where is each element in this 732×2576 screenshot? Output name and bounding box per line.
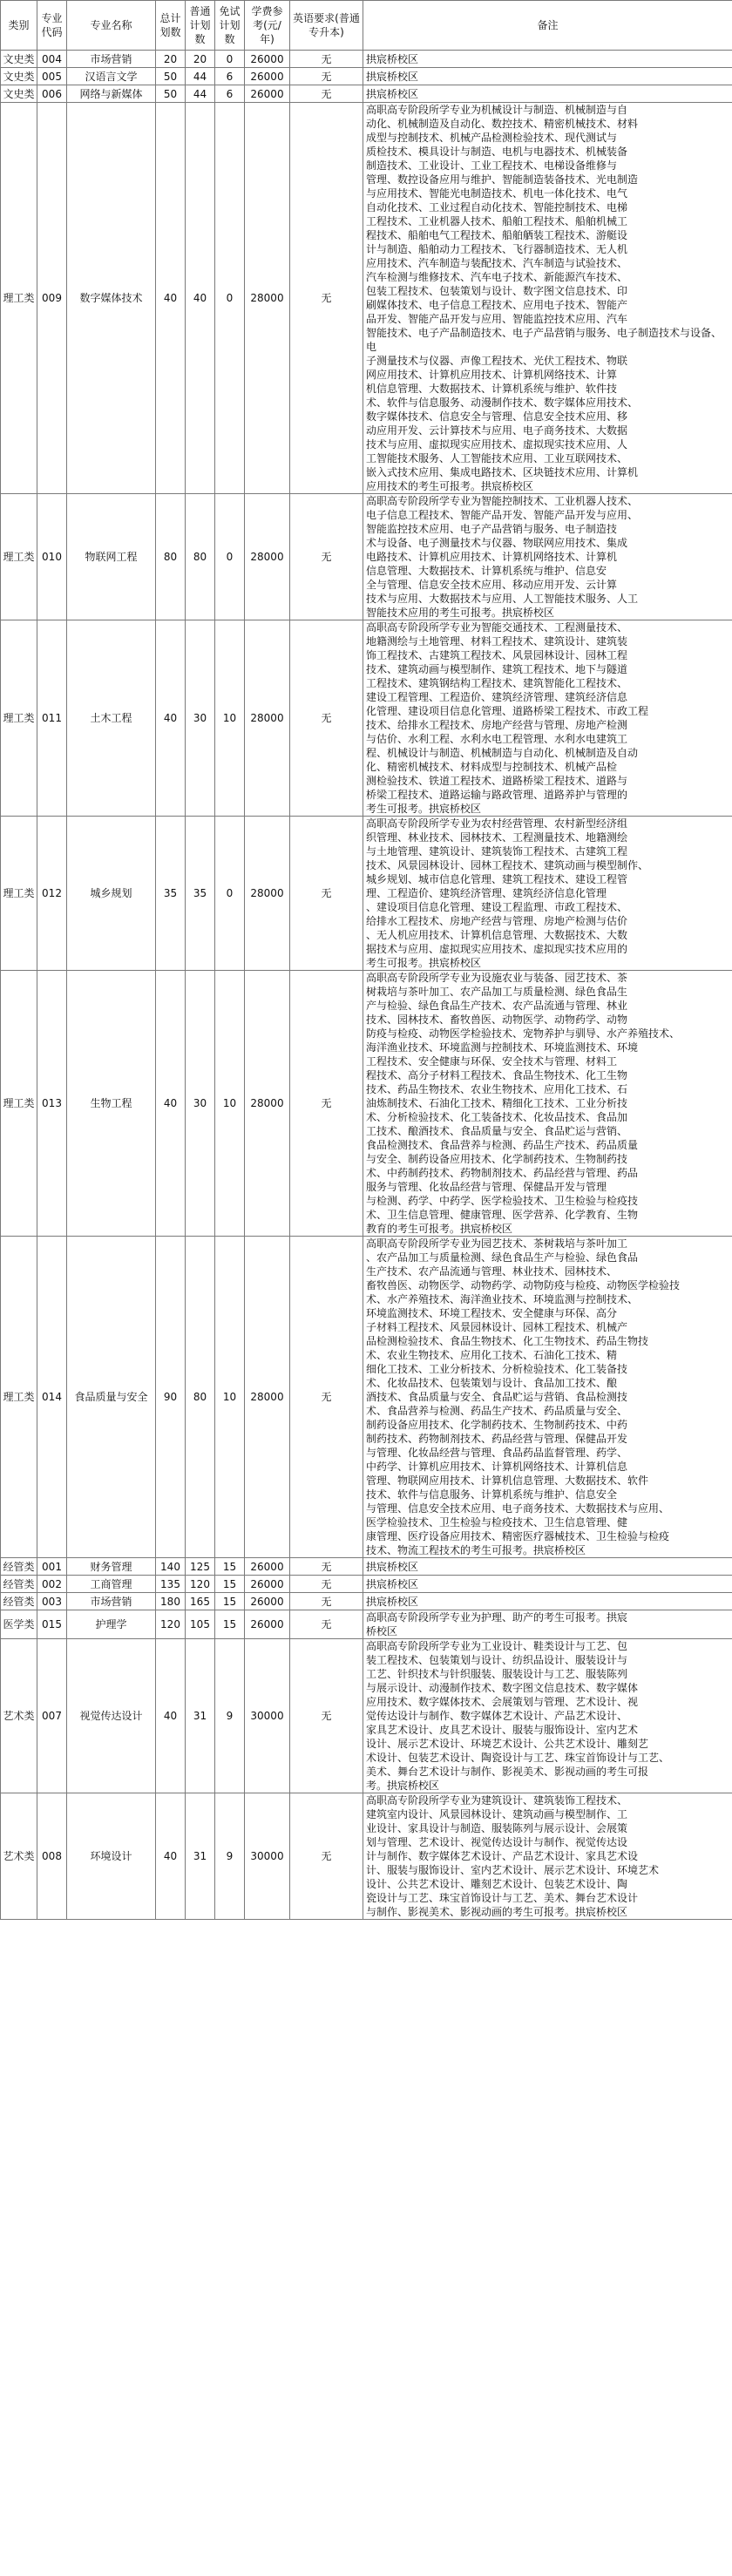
cell-note: 高职高专阶段所学专业为设施农业与装备、园艺技术、茶 树栽培与茶叶加工、农产品加工与质量检测、绿色食品生 产与检验、绿色食品生产技术、农产品流通与管理、林业 技术、园林技术、畜牧兽医、动物医学、动物药学、动物 防疫与检疫、动物医学检验技术、宠物养护与驯导、水产养殖技术、 海洋渔业技术、环境监测与控制技术、环境监测技术、环境 工程技术、安全健康与环保、安全技术与管理、材料工 程技术、高分子材料工程技术、食品生物技术、化工生物 技术、药品生物技术、农业生物技术、应用化工技术、石 油炼制技术、石油化工技术、精细化工技术、工业分析技 术、分析检验技术、化工装备技术、化妆品技术、食品加 工技术、酿酒技术、食品质量与安全、食品贮运与营销、 食品检测技术、食品营养与检测、药品生产技术、药品质量 与安全、制药设备应用技术、化学制药技术、生物制药技 术、中药制药技术、药物制剂技术、药品经营与管理、药品 服务与管理、化妆品经营与管理、保健品开发与管理 与检测、药学、中药学、医学检验技术、卫生检验与检疫技 术、卫生信息管理、健康管理、医学营养、化学教育、生物 教育的考生可报考。拱宸桥校区 xyxy=(363,971,732,1237)
cell-fee: 28000 xyxy=(245,971,290,1237)
cell-general: 165 xyxy=(186,1593,215,1610)
cell-category: 理工类 xyxy=(1,494,37,620)
cell-total: 40 xyxy=(156,103,186,494)
table-row xyxy=(1,68,732,85)
cell-major: 视觉传达设计 xyxy=(67,1639,156,1793)
cell-note: 拱宸桥校区 xyxy=(363,1576,732,1593)
cell-total: 35 xyxy=(156,817,186,971)
cell-code: 006 xyxy=(37,85,67,103)
cell-english: 无 xyxy=(290,1576,363,1593)
cell-code: 007 xyxy=(37,1639,67,1793)
cell-major: 物联网工程 xyxy=(67,494,156,620)
table-row xyxy=(1,51,732,68)
cell-free: 9 xyxy=(215,1793,245,1920)
cell-free: 10 xyxy=(215,620,245,817)
cell-category: 文史类 xyxy=(1,85,37,103)
cell-note: 拱宸桥校区 xyxy=(363,85,732,103)
cell-fee: 30000 xyxy=(245,1793,290,1920)
cell-english: 无 xyxy=(290,103,363,494)
cell-free: 9 xyxy=(215,1639,245,1793)
cell-code: 004 xyxy=(37,51,67,68)
cell-major: 工商管理 xyxy=(67,1576,156,1593)
cell-category: 经管类 xyxy=(1,1576,37,1593)
cell-free: 0 xyxy=(215,817,245,971)
cell-free: 10 xyxy=(215,1237,245,1558)
table-row xyxy=(1,620,732,817)
cell-english: 无 xyxy=(290,1237,363,1558)
cell-fee: 26000 xyxy=(245,1610,290,1639)
cell-major: 网络与新媒体 xyxy=(67,85,156,103)
cell-total: 135 xyxy=(156,1576,186,1593)
cell-major: 财务管理 xyxy=(67,1558,156,1576)
header-major: 专业名称 xyxy=(67,1,156,51)
cell-code: 014 xyxy=(37,1237,67,1558)
cell-fee: 28000 xyxy=(245,103,290,494)
cell-note: 高职高专阶段所学专业为机械设计与制造、机械制造与自 动化、机械制造及自动化、数控技术、精密机械技术、材料 成型与控制技术、机械产品检测检验技术、现代测试与 质检技术、模具设计与制造、电机与电器技术、机械装备 制造技术、工业设计、工业工程技术、电梯设备维修与 管理、数控设备应用与维护、智能制造装备技术、光电制造 与应用技术、智能光电制造技术、机电一体化技术、电气 自动化技术、工业过程自动化技术、智能控制技术、电梯 工程技术、工业机器人技术、船舶工程技术、船舶机械工 程技术、船舶电气工程技术、船舶舾装工程技术、游艇设 计与制造、船舶动力工程技术、飞行器制造技术、无人机 应用技术、汽车制造与装配技术、汽车制造与试验技术、 汽车检测与维修技术、汽车电子技术、新能源汽车技术、 包装工程技术、包装策划与设计、数字图文信息技术、印 刷媒体技术、电子信息工程技术、应用电子技术、智能产 品开发、智能产品开发与应用、智能监控技术应用、汽车 智能技术、电子产品制造技术、电子产品营销与服务、电子制造技术与设备、电 子测量技术与仪器、声像工程技术、光伏工程技术、物联 网应用技术、计算机应用技术、计算机网络技术、计算 机信息管理、大数据技术、计算机系统与维护、软件技 术、软件与信息服务、动漫制作技术、数字媒体应用技术、 数字媒体技术、信息安全与管理、信息安全技术应用、移 动应用开发、云计算技术与应用、电子商务技术、大数据 技术与应用、虚拟现实应用技术、虚拟现实技术应用、人 工智能技术服务、人工智能技术应用、工业互联网技术、 嵌入式技术应用、集成电路技术、区块链技术应用、计算机 应用技术的考生可报考。拱宸桥校区 xyxy=(363,103,732,494)
cell-note: 高职高专阶段所学专业为智能交通技术、工程测量技术、 地籍测绘与土地管理、材料工程技术、建筑设计、建筑装 饰工程技术、古建筑工程技术、风景园林设计、园林工程 技术、建筑动画与模型制作、建筑工程技术、地下与隧道 工程技术、建筑钢结构工程技术、建筑智能化工程技术、 建设工程管理、工程造价、建筑经济管理、建筑经济信息 化管理、建设项目信息化管理、道路桥梁工程技术、市政工程 技术、给排水工程技术、房地产经营与管理、房地产检测 与估价、水利工程、水利水电工程管理、水利水电建筑工 程、机械设计与制造、机械制造与自动化、机械制造及自动 化、精密机械技术、材料成型与控制技术、机械产品检 测检验技术、铁道工程技术、道路桥梁工程技术、道路与 桥梁工程技术、道路运输与路政管理、道路养护与管理的 考生可报考。拱宸桥校区 xyxy=(363,620,732,817)
cell-total: 40 xyxy=(156,620,186,817)
cell-category: 文史类 xyxy=(1,68,37,85)
cell-major: 护理学 xyxy=(67,1610,156,1639)
cell-fee: 28000 xyxy=(245,817,290,971)
cell-code: 001 xyxy=(37,1558,67,1576)
table-row xyxy=(1,1558,732,1576)
header-code: 专业代码 xyxy=(37,1,67,51)
cell-note: 高职高专阶段所学专业为护理、助产的考生可报考。拱宸 桥校区 xyxy=(363,1610,732,1639)
cell-major: 市场营销 xyxy=(67,1593,156,1610)
cell-general: 35 xyxy=(186,817,215,971)
cell-total: 40 xyxy=(156,1793,186,1920)
cell-fee: 26000 xyxy=(245,1593,290,1610)
table-row xyxy=(1,494,732,620)
cell-code: 013 xyxy=(37,971,67,1237)
cell-category: 理工类 xyxy=(1,1237,37,1558)
cell-code: 011 xyxy=(37,620,67,817)
cell-english: 无 xyxy=(290,1558,363,1576)
cell-note: 高职高专阶段所学专业为工业设计、鞋类设计与工艺、包 装工程技术、包装策划与设计、纺织品设计、服装设计与 工艺、针织技术与针织服装、服装设计与工艺、服装陈列 与展示设计、动漫制作技术、数字图文信息技术、数字媒体 应用技术、数字媒体技术、会展策划与管理、艺术设计、视 觉传达设计与制作、数字媒体艺术设计、产品艺术设计、 家具艺术设计、皮具艺术设计、服装与服饰设计、室内艺术 设计、展示艺术设计、环境艺术设计、公共艺术设计、雕刻艺 术设计、包装艺术设计、陶瓷设计与工艺、珠宝首饰设计与工艺、 美术、舞台艺术设计与制作、影视美术、影视动画的考生可报 考。拱宸桥校区 xyxy=(363,1639,732,1793)
cell-total: 120 xyxy=(156,1610,186,1639)
cell-total: 80 xyxy=(156,494,186,620)
cell-free: 15 xyxy=(215,1593,245,1610)
table-row xyxy=(1,1237,732,1558)
header-note: 备注 xyxy=(363,1,732,51)
cell-note: 高职高专阶段所学专业为农村经营管理、农村新型经济组 织管理、林业技术、园林技术、工程测量技术、地籍测绘 与土地管理、建筑设计、建筑装饰工程技术、古建筑工程 技术、风景园林设计、园林工程技术、建筑动画与模型制作、 城乡规划、城市信息化管理、建筑工程技术、建设工程管 理、工程造价、建筑经济管理、建筑经济信息化管理 、建设项目信息化管理、建设工程监理、市政工程技术、 给排水工程技术、房地产经营与管理、房地产检测与估价 、无人机应用技术、计算机信息管理、大数据技术、大数 据技术与应用、虚拟现实应用技术、虚拟现实技术应用的 考生可报考。拱宸桥校区 xyxy=(363,817,732,971)
header-general: 普通计划数 xyxy=(186,1,215,51)
cell-general: 80 xyxy=(186,494,215,620)
cell-category: 经管类 xyxy=(1,1593,37,1610)
cell-free: 15 xyxy=(215,1610,245,1639)
cell-major: 数字媒体技术 xyxy=(67,103,156,494)
cell-fee: 26000 xyxy=(245,68,290,85)
cell-major: 市场营销 xyxy=(67,51,156,68)
cell-code: 010 xyxy=(37,494,67,620)
header-total: 总计划数 xyxy=(156,1,186,51)
cell-english: 无 xyxy=(290,68,363,85)
cell-general: 44 xyxy=(186,85,215,103)
header-row xyxy=(1,1,732,51)
cell-general: 30 xyxy=(186,620,215,817)
cell-english: 无 xyxy=(290,620,363,817)
cell-total: 50 xyxy=(156,85,186,103)
cell-category: 理工类 xyxy=(1,971,37,1237)
cell-english: 无 xyxy=(290,817,363,971)
cell-fee: 28000 xyxy=(245,494,290,620)
cell-category: 医学类 xyxy=(1,1610,37,1639)
cell-fee: 26000 xyxy=(245,1558,290,1576)
cell-english: 无 xyxy=(290,51,363,68)
cell-general: 31 xyxy=(186,1639,215,1793)
cell-total: 40 xyxy=(156,1639,186,1793)
header-category: 类别 xyxy=(1,1,37,51)
cell-free: 6 xyxy=(215,68,245,85)
header-free: 免试计划数 xyxy=(215,1,245,51)
cell-english: 无 xyxy=(290,1593,363,1610)
cell-fee: 26000 xyxy=(245,85,290,103)
cell-english: 无 xyxy=(290,85,363,103)
cell-fee: 26000 xyxy=(245,51,290,68)
table-row xyxy=(1,1639,732,1793)
table-row xyxy=(1,85,732,103)
cell-note: 拱宸桥校区 xyxy=(363,51,732,68)
cell-english: 无 xyxy=(290,1610,363,1639)
cell-category: 理工类 xyxy=(1,103,37,494)
cell-english: 无 xyxy=(290,1793,363,1920)
cell-category: 理工类 xyxy=(1,620,37,817)
cell-major: 城乡规划 xyxy=(67,817,156,971)
cell-free: 15 xyxy=(215,1576,245,1593)
table-row xyxy=(1,1793,732,1920)
cell-free: 15 xyxy=(215,1558,245,1576)
cell-category: 艺术类 xyxy=(1,1793,37,1920)
cell-note: 高职高专阶段所学专业为园艺技术、茶树栽培与茶叶加工 、农产品加工与质量检测、绿色食品生产与检验、绿色食品 生产技术、农产品流通与管理、林业技术、园林技术、 畜牧兽医、动物医学、动物药学、动物防疫与检疫、动物医学检验技 术、水产养殖技术、海洋渔业技术、环境监测与控制技术、 环境监测技术、环境工程技术、安全健康与环保、高分 子材料工程技术、风景园林设计、园林工程技术、机械产 品检测检验技术、食品生物技术、化工生物技术、药品生物技 术、农业生物技术、应用化工技术、石油化工技术、精 细化工技术、工业分析技术、分析检验技术、化工装备技 术、化妆品技术、包装策划与设计、食品加工技术、酿 酒技术、食品质量与安全、食品贮运与营销、食品检测技 术、食品营养与检测、药品生产技术、药品质量与安全、 制药设备应用技术、化学制药技术、生物制药技术、中药 制药技术、药物制剂技术、药品经营与管理、保健品开发 与管理、化妆品经营与管理、食品药品监督管理、药学、 中药学、计算机应用技术、计算机网络技术、计算机信息 管理、物联网应用技术、计算机信息管理、大数据技术、软件 技术、软件与信息服务、计算机系统与维护、信息安全 与管理、信息安全技术应用、电子商务技术、大数据技术与应用、 医学检验技术、卫生检验与检疫技术、卫生信息管理、健 康管理、医疗设备应用技术、精密医疗器械技术、卫生检验与检疫 技术、物流工程技术的考生可报考。拱宸桥校区 xyxy=(363,1237,732,1558)
cell-total: 140 xyxy=(156,1558,186,1576)
cell-general: 120 xyxy=(186,1576,215,1593)
cell-code: 015 xyxy=(37,1610,67,1639)
cell-free: 0 xyxy=(215,494,245,620)
cell-general: 40 xyxy=(186,103,215,494)
cell-total: 90 xyxy=(156,1237,186,1558)
table-row xyxy=(1,103,732,494)
table-row xyxy=(1,1593,732,1610)
table-row xyxy=(1,1576,732,1593)
cell-category: 文史类 xyxy=(1,51,37,68)
cell-fee: 28000 xyxy=(245,620,290,817)
table-row xyxy=(1,971,732,1237)
cell-general: 30 xyxy=(186,971,215,1237)
cell-total: 40 xyxy=(156,971,186,1237)
cell-english: 无 xyxy=(290,494,363,620)
cell-code: 009 xyxy=(37,103,67,494)
cell-free: 0 xyxy=(215,51,245,68)
cell-major: 生物工程 xyxy=(67,971,156,1237)
cell-general: 44 xyxy=(186,68,215,85)
cell-total: 180 xyxy=(156,1593,186,1610)
cell-note: 拱宸桥校区 xyxy=(363,68,732,85)
cell-category: 理工类 xyxy=(1,817,37,971)
cell-fee: 30000 xyxy=(245,1639,290,1793)
cell-code: 005 xyxy=(37,68,67,85)
cell-fee: 28000 xyxy=(245,1237,290,1558)
cell-english: 无 xyxy=(290,971,363,1237)
cell-note: 拱宸桥校区 xyxy=(363,1558,732,1576)
cell-major: 土木工程 xyxy=(67,620,156,817)
cell-code: 012 xyxy=(37,817,67,971)
cell-code: 003 xyxy=(37,1593,67,1610)
table-body xyxy=(1,51,732,1920)
cell-fee: 26000 xyxy=(245,1576,290,1593)
cell-free: 0 xyxy=(215,103,245,494)
cell-free: 6 xyxy=(215,85,245,103)
cell-code: 002 xyxy=(37,1576,67,1593)
cell-english: 无 xyxy=(290,1639,363,1793)
cell-total: 50 xyxy=(156,68,186,85)
cell-general: 31 xyxy=(186,1793,215,1920)
header-fee: 学费参考(元/年) xyxy=(245,1,290,51)
cell-major: 汉语言文学 xyxy=(67,68,156,85)
cell-note: 拱宸桥校区 xyxy=(363,1593,732,1610)
cell-category: 艺术类 xyxy=(1,1639,37,1793)
cell-note: 高职高专阶段所学专业为建筑设计、建筑装饰工程技术、 建筑室内设计、风景园林设计、建筑动画与模型制作、工 业设计、家具设计与制造、服装陈列与展示设计、会展策 划与管理、艺术设计、视觉传达设计与制作、视觉传达设 计与制作、数字媒体艺术设计、产品艺术设计、家具艺术设 计、服装与服饰设计、室内艺术设计、展示艺术设计、环境艺术 设计、公共艺术设计、雕刻艺术设计、包装艺术设计、陶 瓷设计与工艺、珠宝首饰设计与工艺、美术、舞台艺术设计 与制作、影视美术、影视动画的考生可报考。拱宸桥校区 xyxy=(363,1793,732,1920)
table-row xyxy=(1,1610,732,1639)
cell-major: 食品质量与安全 xyxy=(67,1237,156,1558)
cell-general: 20 xyxy=(186,51,215,68)
cell-note: 高职高专阶段所学专业为智能控制技术、工业机器人技术、 电子信息工程技术、智能产品开发、智能产品开发与应用、 智能监控技术应用、电子产品营销与服务、电子制造技 术与设备、电子测量技术与仪器、物联网应用技术、集成 电路技术、计算机应用技术、计算机网络技术、计算机 信息管理、大数据技术、计算机系统与维护、信息安 全与管理、信息安全技术应用、移动应用开发、云计算 技术与应用、大数据技术与应用、人工智能技术服务、人工 智能技术应用的考生可报考。拱宸桥校区 xyxy=(363,494,732,620)
cell-general: 80 xyxy=(186,1237,215,1558)
table-row xyxy=(1,817,732,971)
header-english: 英语要求(普通专升本) xyxy=(290,1,363,51)
cell-free: 10 xyxy=(215,971,245,1237)
cell-general: 125 xyxy=(186,1558,215,1576)
cell-total: 20 xyxy=(156,51,186,68)
cell-general: 105 xyxy=(186,1610,215,1639)
cell-category: 经管类 xyxy=(1,1558,37,1576)
cell-code: 008 xyxy=(37,1793,67,1920)
cell-major: 环境设计 xyxy=(67,1793,156,1920)
